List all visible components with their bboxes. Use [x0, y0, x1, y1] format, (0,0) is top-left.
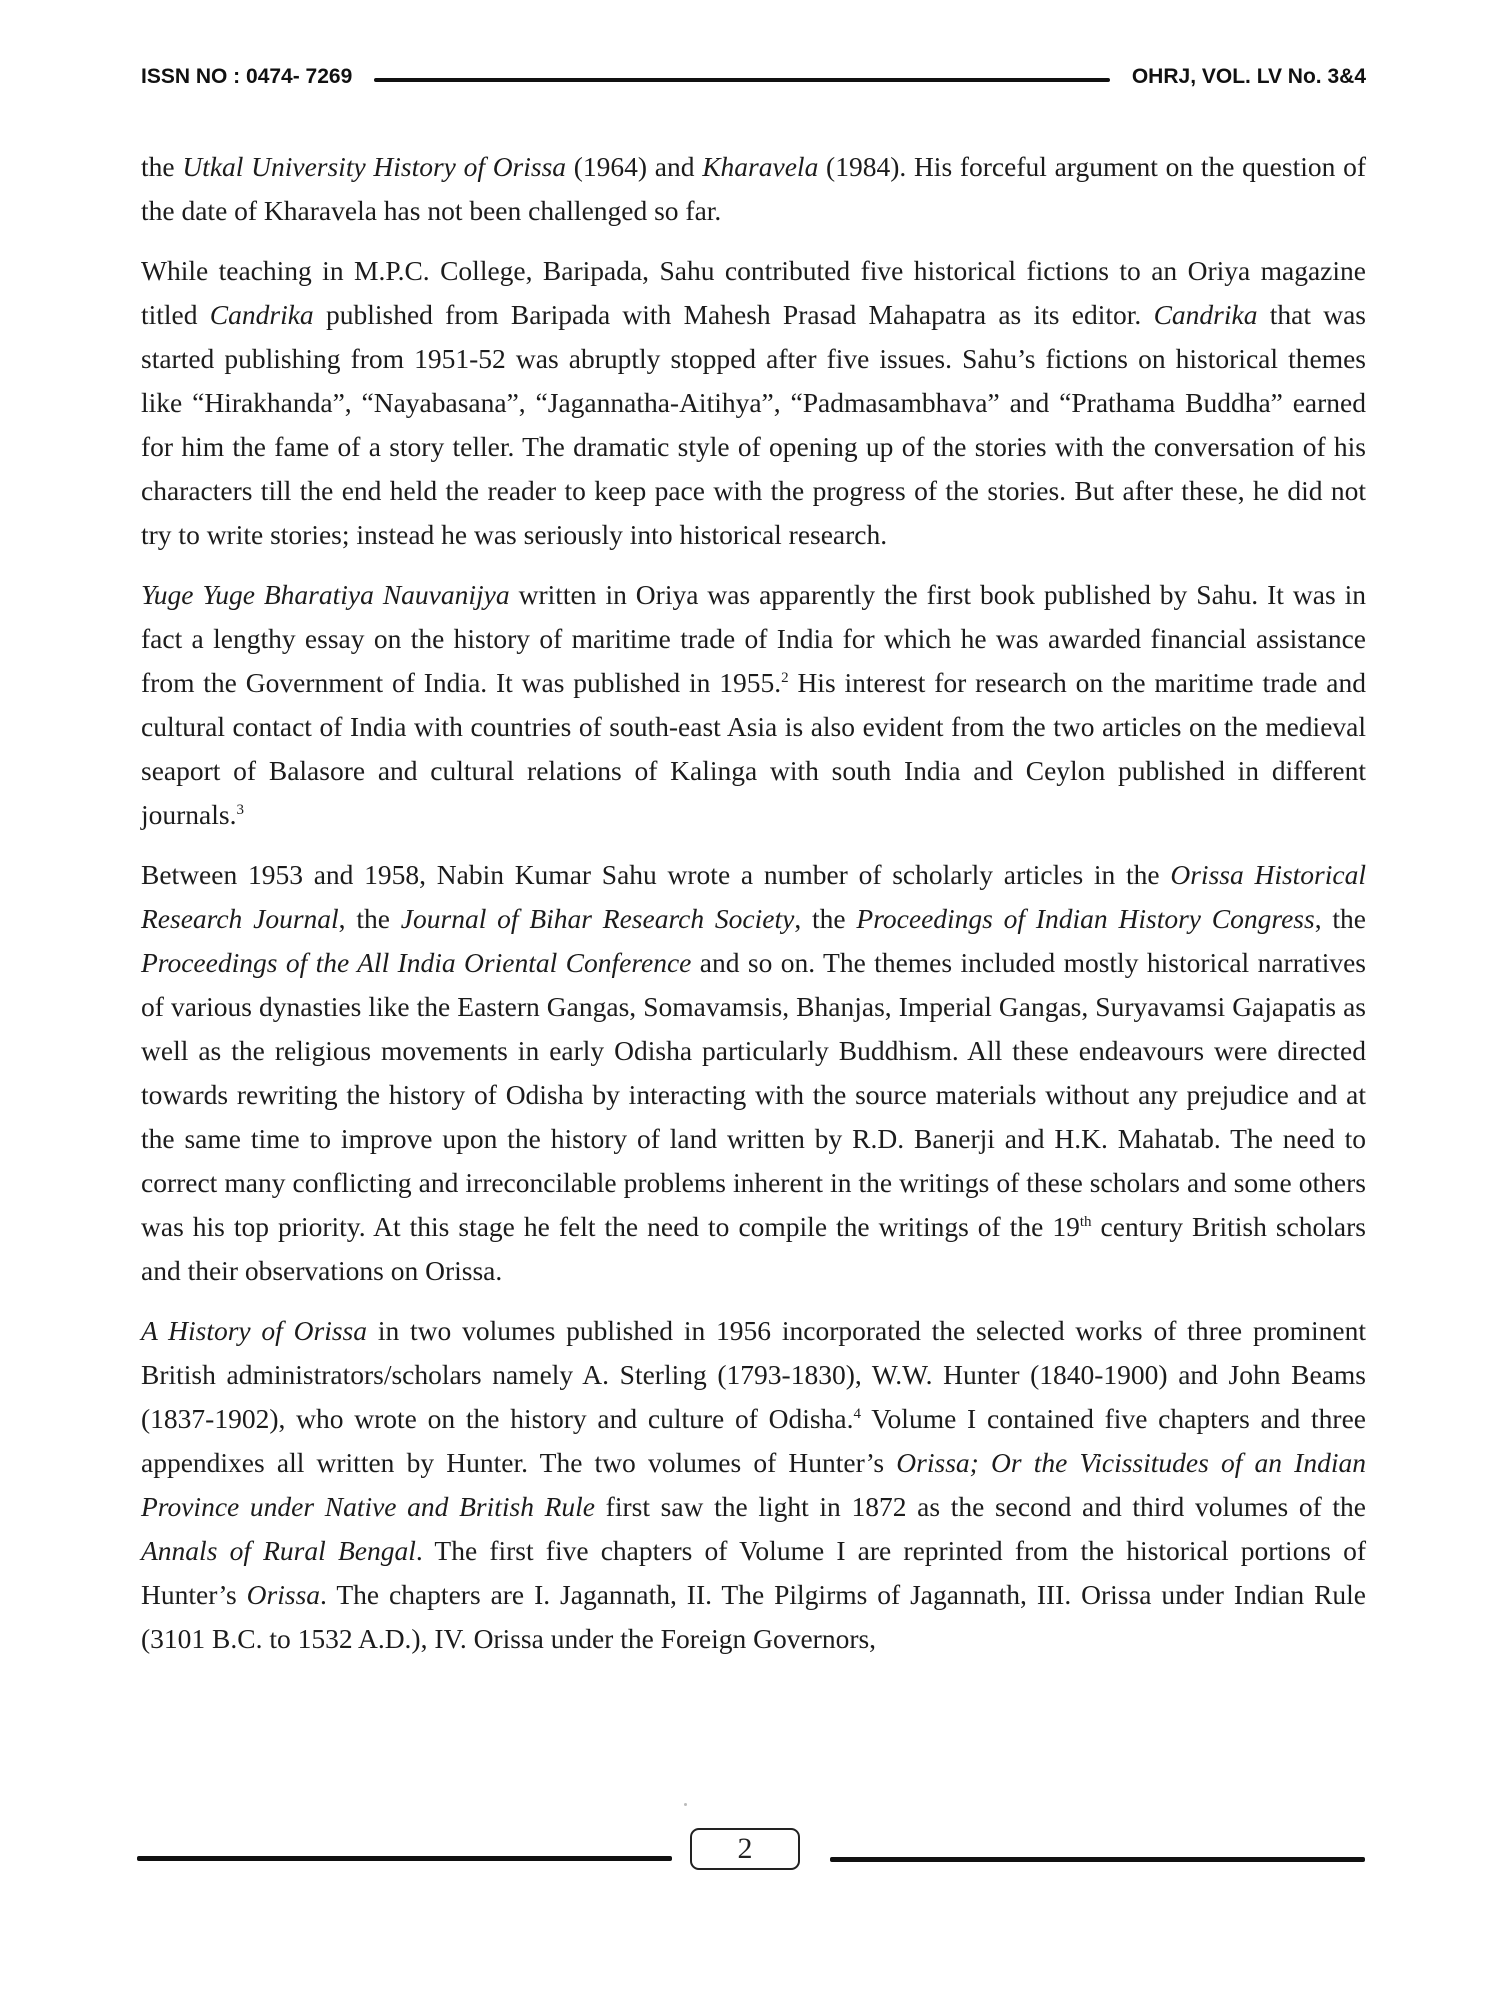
italic-title: Kharavela	[702, 151, 819, 182]
italic-title: Journal of Bihar Research Society	[400, 903, 795, 934]
italic-title: Candrika	[1153, 299, 1258, 330]
text-run: (1964) and	[566, 151, 703, 182]
text-run: published from Baripada with Mahesh Prasad Mahapatra as its editor.	[313, 299, 1154, 330]
text-run: written in Oriya was apparently the first book published by Sahu. It was in fact a lengthy essay on the history of maritime trade of India for which he was awarded financial assistance from the Government of India. It was published in 1955.	[141, 579, 1366, 698]
italic-title: Annals of Rural Bengal	[141, 1535, 416, 1566]
superscript: 3	[236, 802, 244, 818]
italic-title: Orissa; Or the Vicissitudes of an Indian Province under Native and British Rule	[141, 1447, 1366, 1522]
superscript: th	[1079, 1214, 1092, 1230]
text-run: that was started publishing from 1951-52 was abruptly stopped after five issues. Sahu’s fictions on historical themes like “Hirakhanda”, “Nayabasana”, “Jagannatha-Aitihya”, “Padmasambhava” and “Prathama Buddha” earned for him the fame of a story teller. The dramatic style of opening up of the stories with the conversation of his characters till the end held the reader to keep pace with the progress of the stories. But after these, he did not try to write stories; instead he was seriously into historical research.	[141, 299, 1366, 550]
text-run: . The chapters are I. Jagannath, II. The Pilgirms of Jagannath, III. Orissa under Indian Rule (3101 B.C. to 1532 A.D.), IV. Orissa under the Foreign Governors,	[141, 1579, 1367, 1654]
scan-speck	[684, 1803, 687, 1806]
page-footer	[137, 1828, 1367, 1872]
text-run: , the	[1314, 903, 1366, 934]
text-run: century British scholars and their observations on Orissa.	[141, 1211, 1366, 1286]
footer-rule-right	[830, 1857, 1365, 1862]
text-run: . The first five chapters of Volume I are reprinted from the historical portions of Hunter’s	[141, 1535, 1366, 1610]
journal-label: OHRJ, VOL. LV No. 3&4	[1131, 65, 1366, 88]
italic-title: A History of Orissa	[141, 1315, 367, 1346]
italic-title: Candrika	[209, 299, 314, 330]
paragraph	[141, 573, 1366, 837]
italic-title: Yuge Yuge Bharatiya Nauvanijya	[141, 579, 510, 610]
superscript: 2	[781, 670, 789, 686]
header-rule	[374, 78, 1110, 82]
paragraph	[141, 249, 1366, 557]
text-run: , the	[794, 903, 857, 934]
issn-label: ISSN NO : 0474- 7269	[141, 65, 353, 88]
text-run: and so on. The themes included mostly historical narratives of various dynasties like the Eastern Gangas, Somavamsis, Bhanjas, Imperial Gangas, Suryavamsi Gajapatis as well as the religious movements in early Odisha particularly Buddhism. All these endeavours were directed towards rewriting the history of Odisha by interacting with the source materials without any prejudice and at the same time to improve upon the history of land written by R.D. Banerji and H.K. Mahatab. The need to correct many conflicting and irreconcilable problems inherent in the writings of these scholars and some others was his top priority. At this stage he felt the need to compile the writings of the 19	[141, 947, 1366, 1242]
footer-rule-left	[137, 1856, 672, 1861]
italic-title: Proceedings of the All India Oriental Conference	[141, 947, 692, 978]
text-run: (1984). His forceful argument on the question of the date of Kharavela has not been challenged so far.	[141, 151, 1366, 226]
text-run: the	[141, 151, 183, 182]
page-number: 2	[690, 1828, 800, 1870]
text-run: While teaching in M.P.C. College, Baripada, Sahu contributed five historical fictions to an Oriya magazine titled	[141, 255, 1366, 330]
paragraph	[141, 853, 1366, 1293]
text-run: in two volumes published in 1956 incorporated the selected works of three prominent British administrators/scholars namely A. Sterling (1793-1830), W.W. Hunter (1840-1900) and John Beams (1837-1902), who wrote on the history and culture of Odisha.	[141, 1315, 1366, 1434]
paragraph	[141, 145, 1366, 233]
superscript: 4	[853, 1406, 861, 1422]
text-run: His interest for research on the maritime trade and cultural contact of India with countries of south-east Asia is also evident from the two articles on the medieval seaport of Balasore and cultural relations of Kalinga with south India and Ceylon published in different journals.	[141, 667, 1366, 830]
running-header	[141, 62, 1366, 92]
text-run: , the	[338, 903, 401, 934]
text-run: Volume I contained five chapters and three appendixes all written by Hunter. The two volumes of Hunter’s	[141, 1403, 1366, 1478]
italic-title: Utkal University History of Orissa	[182, 151, 567, 182]
paragraph	[141, 1309, 1366, 1661]
italic-title: Orissa	[246, 1579, 321, 1610]
italic-title: Proceedings of Indian History Congress	[856, 903, 1315, 934]
text-run: Between 1953 and 1958, Nabin Kumar Sahu wrote a number of scholarly articles in the	[141, 859, 1171, 890]
article-body	[141, 145, 1366, 1677]
italic-title: Orissa Historical Research Journal	[141, 859, 1367, 934]
text-run: first saw the light in 1872 as the second and third volumes of the	[595, 1491, 1366, 1522]
